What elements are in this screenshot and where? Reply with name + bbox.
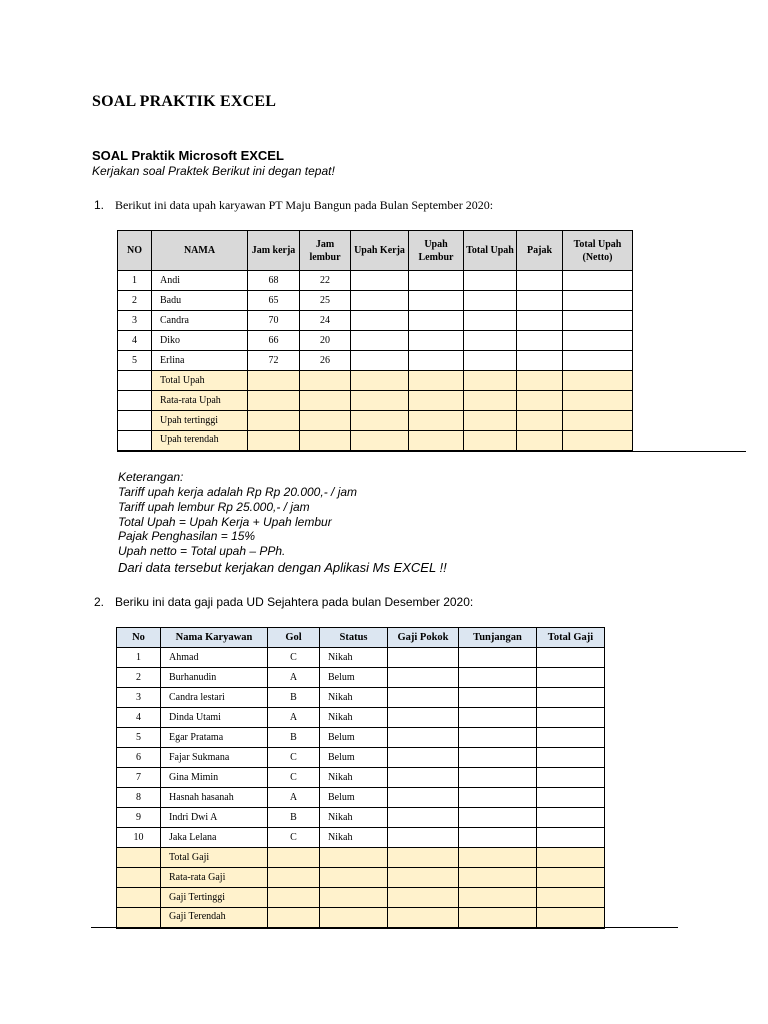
question-1-text: Berikut ini data upah karyawan PT Maju Bangun pada Bulan September 2020: [115,198,494,212]
cell-empty [409,371,464,391]
cell-status: Belum [320,728,388,748]
cell-empty [118,371,152,391]
cell-empty [351,371,409,391]
cell-empty [268,848,320,868]
col-header-total-upah-netto: Total Upah (Netto) [563,231,633,271]
col-header-nama: NAMA [152,231,248,271]
cell-gol: A [268,788,320,808]
table-row [117,808,605,828]
cell-empty [388,648,459,668]
cell-gol: C [268,648,320,668]
cell-gol: A [268,708,320,728]
cell-status: Nikah [320,768,388,788]
cell-gol: B [268,808,320,828]
cell-empty [517,291,563,311]
cell-empty [563,331,633,351]
col-header-pajak: Pajak [517,231,563,271]
col-header-nama-karyawan: Nama Karyawan [161,628,268,648]
col-header-jam-lembur: Jam lembur [300,231,351,271]
cell-empty [537,708,605,728]
cell-empty [388,808,459,828]
cell-empty [248,431,300,451]
cell-empty [537,828,605,848]
cell-empty [388,748,459,768]
col-header-no: NO [118,231,152,271]
cell-no: 2 [117,668,161,688]
cell-nama: Egar Pratama [161,728,268,748]
summary-row [118,431,633,451]
cell-empty [537,888,605,908]
cell-nama: Candra lestari [161,688,268,708]
cell-empty [459,788,537,808]
wage-table [117,230,633,452]
cell-empty [388,708,459,728]
cell-empty [464,391,517,411]
cell-empty [388,768,459,788]
cell-empty [300,431,351,451]
question-1-number: 1. [94,198,105,212]
table-row [117,768,605,788]
cell-gol: C [268,748,320,768]
cell-no: 1 [118,271,152,291]
salary-table-header-row [117,628,605,648]
table-row [117,648,605,668]
cell-nama: Erlina [152,351,248,371]
table-row [117,668,605,688]
col-header-upah-lembur: Upah Lembur [409,231,464,271]
cell-jam-lembur: 25 [300,291,351,311]
cell-empty [409,431,464,451]
cell-empty [117,888,161,908]
divider-line [91,927,678,928]
cell-empty [459,848,537,868]
note-instruction: Dari data tersebut kerjakan dengan Aplikasi Ms EXCEL !! [118,560,447,575]
cell-empty [388,728,459,748]
cell-no: 3 [117,688,161,708]
cell-status: Nikah [320,648,388,668]
cell-empty [409,411,464,431]
cell-jam-lembur: 20 [300,331,351,351]
cell-empty [320,908,388,928]
cell-no: 2 [118,291,152,311]
summary-label: Total Gaji [161,848,268,868]
cell-empty [459,688,537,708]
note-line: Tariff upah kerja adalah Rp Rp 20.000,- / jam [118,485,358,499]
summary-row [118,391,633,411]
cell-empty [459,708,537,728]
summary-label: Rata-rata Gaji [161,868,268,888]
cell-empty [118,431,152,451]
cell-empty [517,411,563,431]
note-heading: Keterangan: [118,470,184,484]
col-header-total-upah: Total Upah [464,231,517,271]
cell-status: Belum [320,668,388,688]
cell-empty [459,808,537,828]
cell-no: 7 [117,768,161,788]
cell-empty [409,311,464,331]
cell-empty [563,351,633,371]
col-header-jam-kerja: Jam kerja [248,231,300,271]
section-subtitle: SOAL Praktik Microsoft EXCEL [92,148,284,163]
cell-empty [388,908,459,928]
cell-empty [537,848,605,868]
cell-nama: Badu [152,291,248,311]
table-row [118,311,633,331]
cell-empty [537,788,605,808]
cell-empty [464,431,517,451]
table-row [117,688,605,708]
cell-gol: C [268,828,320,848]
cell-empty [268,908,320,928]
cell-empty [388,868,459,888]
cell-empty [118,411,152,431]
cell-no: 3 [118,311,152,331]
summary-label: Gaji Tertinggi [161,888,268,908]
cell-empty [300,411,351,431]
cell-empty [517,371,563,391]
cell-empty [388,668,459,688]
cell-nama: Andi [152,271,248,291]
cell-empty [537,748,605,768]
cell-empty [459,868,537,888]
table-row [118,351,633,371]
cell-empty [248,411,300,431]
cell-empty [464,311,517,331]
cell-empty [563,291,633,311]
cell-gol: B [268,728,320,748]
cell-nama: Jaka Lelana [161,828,268,848]
wage-table-header-row [118,231,633,271]
cell-empty [409,331,464,351]
cell-empty [320,848,388,868]
cell-status: Belum [320,748,388,768]
col-header-gol: Gol [268,628,320,648]
cell-empty [517,351,563,371]
cell-empty [537,908,605,928]
cell-status: Nikah [320,808,388,828]
cell-empty [388,688,459,708]
col-header-upah-kerja: Upah Kerja [351,231,409,271]
cell-empty [563,271,633,291]
cell-empty [459,888,537,908]
cell-empty [537,648,605,668]
cell-no: 4 [118,331,152,351]
cell-empty [517,331,563,351]
table-row [117,828,605,848]
salary-table [116,627,605,929]
cell-no: 10 [117,828,161,848]
cell-empty [118,391,152,411]
cell-jam-lembur: 24 [300,311,351,331]
cell-empty [409,351,464,371]
summary-label: Rata-rata Upah [152,391,248,411]
cell-empty [388,828,459,848]
cell-empty [563,311,633,331]
cell-empty [248,391,300,411]
cell-jam-kerja: 72 [248,351,300,371]
cell-no: 5 [118,351,152,371]
cell-empty [537,868,605,888]
cell-empty [537,668,605,688]
cell-empty [248,371,300,391]
cell-jam-lembur: 26 [300,351,351,371]
table-row [118,271,633,291]
cell-gol: C [268,768,320,788]
cell-jam-kerja: 66 [248,331,300,351]
cell-status: Nikah [320,708,388,728]
cell-empty [300,371,351,391]
cell-empty [351,351,409,371]
cell-status: Nikah [320,688,388,708]
table-row [117,708,605,728]
cell-empty [459,668,537,688]
cell-empty [537,728,605,748]
cell-empty [464,271,517,291]
cell-empty [517,271,563,291]
cell-empty [351,431,409,451]
cell-no: 9 [117,808,161,828]
note-line: Tariff upah lembur Rp 25.000,- / jam [118,500,310,514]
cell-empty [459,748,537,768]
cell-empty [459,828,537,848]
summary-row [118,411,633,431]
cell-no: 8 [117,788,161,808]
col-header-status: Status [320,628,388,648]
cell-empty [351,311,409,331]
cell-jam-lembur: 22 [300,271,351,291]
cell-status: Nikah [320,828,388,848]
cell-nama: Indri Dwi A [161,808,268,828]
summary-row [117,888,605,908]
note-line: Upah netto = Total upah – PPh. [118,544,286,558]
cell-empty [517,431,563,451]
cell-empty [388,788,459,808]
cell-empty [563,391,633,411]
divider-line [117,451,746,452]
table-row [118,291,633,311]
cell-empty [268,868,320,888]
cell-empty [464,371,517,391]
cell-empty [268,888,320,908]
cell-nama: Ahmad [161,648,268,668]
col-header-gaji-pokok: Gaji Pokok [388,628,459,648]
cell-empty [563,371,633,391]
table-row [117,728,605,748]
cell-empty [300,391,351,411]
table-row [117,748,605,768]
cell-empty [459,728,537,748]
cell-nama: Candra [152,311,248,331]
summary-row [117,848,605,868]
cell-nama: Burhanudin [161,668,268,688]
cell-empty [351,391,409,411]
cell-no: 6 [117,748,161,768]
question-2-text: Beriku ini data gaji pada UD Sejahtera pada bulan Desember 2020: [115,595,474,609]
cell-empty [464,331,517,351]
cell-nama: Diko [152,331,248,351]
cell-empty [320,888,388,908]
cell-empty [459,768,537,788]
cell-empty [459,908,537,928]
cell-empty [117,868,161,888]
cell-empty [409,391,464,411]
cell-empty [537,688,605,708]
table-row [117,788,605,808]
summary-row [117,868,605,888]
cell-empty [409,291,464,311]
summary-row [118,371,633,391]
cell-jam-kerja: 70 [248,311,300,331]
cell-no: 1 [117,648,161,668]
cell-status: Belum [320,788,388,808]
cell-empty [388,888,459,908]
cell-empty [459,648,537,668]
cell-no: 5 [117,728,161,748]
cell-no: 4 [117,708,161,728]
col-header-no: No [117,628,161,648]
cell-empty [351,291,409,311]
question-2-number: 2. [94,595,105,609]
cell-empty [351,331,409,351]
cell-empty [464,291,517,311]
cell-gol: B [268,688,320,708]
cell-empty [351,411,409,431]
table-row [118,331,633,351]
cell-empty [351,271,409,291]
document-title: SOAL PRAKTIK EXCEL [92,93,277,110]
cell-empty [464,351,517,371]
summary-label: Total Upah [152,371,248,391]
cell-empty [537,808,605,828]
cell-nama: Gina Mimin [161,768,268,788]
col-header-total-gaji: Total Gaji [537,628,605,648]
cell-empty [464,411,517,431]
cell-empty [537,768,605,788]
cell-empty [517,391,563,411]
cell-empty [563,431,633,451]
instruction-text: Kerjakan soal Praktek Berikut ini degan tepat! [92,164,335,178]
cell-jam-kerja: 68 [248,271,300,291]
cell-empty [320,868,388,888]
cell-gol: A [268,668,320,688]
col-header-tunjangan: Tunjangan [459,628,537,648]
cell-nama: Hasnah hasanah [161,788,268,808]
cell-empty [563,411,633,431]
summary-row [117,908,605,928]
cell-empty [409,271,464,291]
cell-nama: Dinda Utami [161,708,268,728]
cell-empty [517,311,563,331]
summary-label: Upah tertinggi [152,411,248,431]
summary-label: Gaji Terendah [161,908,268,928]
cell-jam-kerja: 65 [248,291,300,311]
cell-empty [388,848,459,868]
cell-nama: Fajar Sukmana [161,748,268,768]
note-line: Pajak Penghasilan = 15% [118,529,256,543]
note-line: Total Upah = Upah Kerja + Upah lembur [118,515,332,529]
cell-empty [117,848,161,868]
summary-label: Upah terendah [152,431,248,451]
cell-empty [117,908,161,928]
